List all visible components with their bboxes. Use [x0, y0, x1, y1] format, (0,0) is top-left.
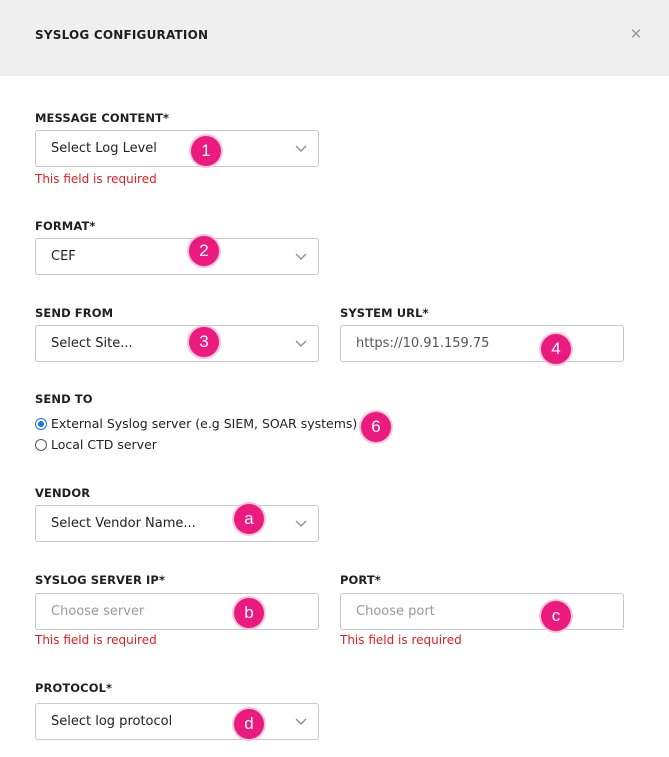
syslog-server-placeholder: Choose server	[51, 604, 145, 619]
radio-external-syslog-label: External Syslog server (e.g SIEM, SOAR systems)	[51, 416, 358, 431]
annotation-badge-1: 1	[191, 136, 221, 166]
annotation-badge-2: 2	[189, 236, 219, 266]
chevron-down-icon	[294, 326, 308, 361]
dialog-header	[0, 0, 669, 76]
syslog-server-input[interactable]	[35, 593, 319, 630]
message-content-error: This field is required	[35, 172, 157, 186]
send-to-label: SEND TO	[35, 392, 93, 406]
close-icon[interactable]: ✕	[629, 25, 643, 43]
chevron-down-icon	[294, 239, 308, 274]
radio-button-selected[interactable]	[35, 418, 47, 430]
log-level-select[interactable]	[35, 130, 319, 167]
syslog-server-error: This field is required	[35, 633, 157, 647]
annotation-badge-a: a	[234, 504, 264, 534]
port-placeholder: Choose port	[356, 604, 435, 619]
annotation-badge-3: 3	[189, 327, 219, 357]
protocol-label: PROTOCOL*	[35, 681, 113, 695]
dialog-title: SYSLOG CONFIGURATION	[35, 28, 209, 42]
radio-button[interactable]	[35, 439, 47, 451]
port-label: PORT*	[340, 573, 381, 587]
annotation-badge-b: b	[234, 598, 264, 628]
format-select-value: CEF	[51, 249, 76, 264]
site-select[interactable]	[35, 325, 319, 362]
protocol-select[interactable]	[35, 703, 319, 740]
radio-local-ctd-label: Local CTD server	[51, 437, 157, 452]
vendor-label: VENDOR	[35, 486, 91, 500]
chevron-down-icon	[294, 506, 308, 541]
format-label: FORMAT*	[35, 219, 96, 233]
vendor-select-value: Select Vendor Name...	[51, 516, 196, 531]
annotation-badge-c: c	[541, 601, 571, 631]
port-error: This field is required	[340, 633, 462, 647]
system-url-value: https://10.91.159.75	[356, 336, 490, 351]
site-select-value: Select Site...	[51, 336, 133, 351]
chevron-down-icon	[294, 131, 308, 166]
system-url-label: SYSTEM URL*	[340, 306, 429, 320]
vendor-select[interactable]	[35, 505, 319, 542]
annotation-badge-6: 6	[361, 412, 391, 442]
annotation-badge-4: 4	[541, 334, 571, 364]
message-content-label: MESSAGE CONTENT*	[35, 111, 170, 125]
port-input[interactable]	[340, 593, 624, 630]
log-level-select-value: Select Log Level	[51, 141, 157, 156]
annotation-badge-d: d	[234, 709, 264, 739]
system-url-input[interactable]	[340, 325, 624, 362]
syslog-server-ip-label: SYSLOG SERVER IP*	[35, 573, 166, 587]
protocol-select-value: Select log protocol	[51, 714, 173, 729]
send-from-label: SEND FROM	[35, 306, 114, 320]
chevron-down-icon	[294, 704, 308, 739]
format-select[interactable]	[35, 238, 319, 275]
